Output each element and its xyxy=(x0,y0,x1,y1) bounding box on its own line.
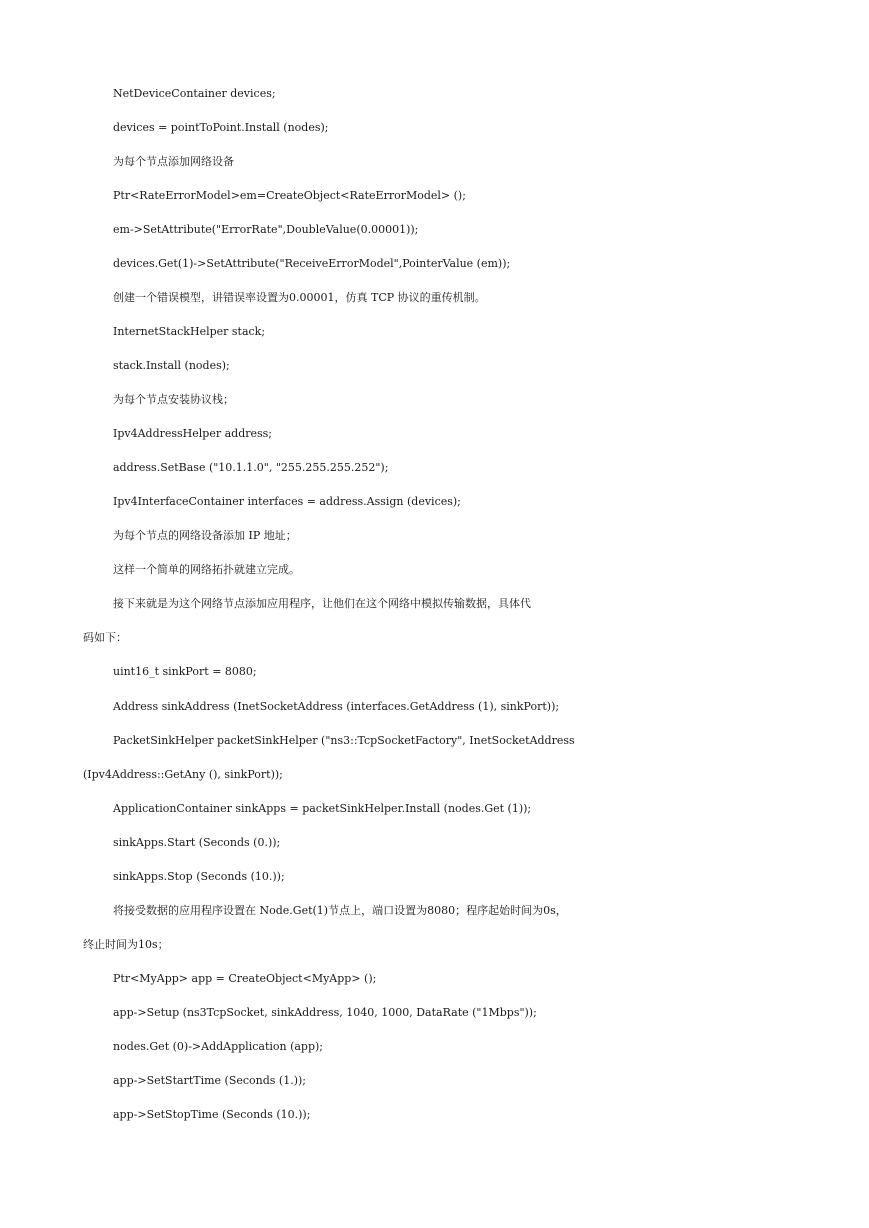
text-line: NetDeviceContainer devices; xyxy=(113,87,276,100)
text-line: uint16_t sinkPort = 8080; xyxy=(113,665,257,678)
text-line: app->SetStopTime (Seconds (10.)); xyxy=(113,1108,311,1121)
text-line: Ipv4InterfaceContainer interfaces = address.Assign (devices); xyxy=(113,495,461,508)
text-line: Ptr<MyApp> app = CreateObject<MyApp> (); xyxy=(113,972,377,985)
text-line: stack.Install (nodes); xyxy=(113,359,230,372)
text-line: 创建一个错误模型，讲错误率设置为0.00001，仿真 TCP 协议的重传机制。 xyxy=(113,291,486,304)
text-line: sinkApps.Stop (Seconds (10.)); xyxy=(113,870,285,883)
text-line: app->Setup (ns3TcpSocket, sinkAddress, 1040, 1000, DataRate ("1Mbps")); xyxy=(113,1006,537,1019)
text-line: sinkApps.Start (Seconds (0.)); xyxy=(113,836,281,849)
text-line: 为每个节点添加网络设备 xyxy=(113,155,234,168)
text-line: InternetStackHelper stack; xyxy=(113,325,266,338)
text-line: 为每个节点的网络设备添加 IP 地址； xyxy=(113,529,297,542)
text-line: 将接受数据的应用程序设置在 Node.Get(1)节点上，端口设置为8080；程序起始时间为0s， xyxy=(113,904,567,917)
text-line: devices = pointToPoint.Install (nodes); xyxy=(113,121,329,134)
text-line: 为每个节点安装协议栈； xyxy=(113,393,234,406)
text-line: address.SetBase ("10.1.1.0", "255.255.255.252"); xyxy=(113,461,389,474)
text-line: em->SetAttribute("ErrorRate",DoubleValue(0.00001)); xyxy=(113,223,419,236)
text-line: nodes.Get (0)->AddApplication (app); xyxy=(113,1040,324,1053)
text-line: (Ipv4Address::GetAny (), sinkPort)); xyxy=(83,768,283,781)
text-line: devices.Get(1)->SetAttribute("ReceiveErrorModel",PointerValue (em)); xyxy=(113,257,511,270)
text-line: 码如下： xyxy=(83,631,127,644)
text-line: 终止时间为10s； xyxy=(83,938,169,951)
text-line: 这样一个简单的网络拓扑就建立完成。 xyxy=(113,563,300,576)
text-line: PacketSinkHelper packetSinkHelper ("ns3::TcpSocketFactory", InetSocketAddress xyxy=(113,734,575,747)
text-line: app->SetStartTime (Seconds (1.)); xyxy=(113,1074,306,1087)
text-line: ApplicationContainer sinkApps = packetSinkHelper.Install (nodes.Get (1)); xyxy=(113,802,532,815)
text-line: Address sinkAddress (InetSocketAddress (interfaces.GetAddress (1), sinkPort)); xyxy=(113,700,560,713)
text-line: 接下来就是为这个网络节点添加应用程序，让他们在这个网络中模拟传输数据，具体代 xyxy=(113,597,531,610)
text-line: Ipv4AddressHelper address; xyxy=(113,427,273,440)
text-line: Ptr<RateErrorModel>em=CreateObject<RateErrorModel> (); xyxy=(113,189,466,202)
